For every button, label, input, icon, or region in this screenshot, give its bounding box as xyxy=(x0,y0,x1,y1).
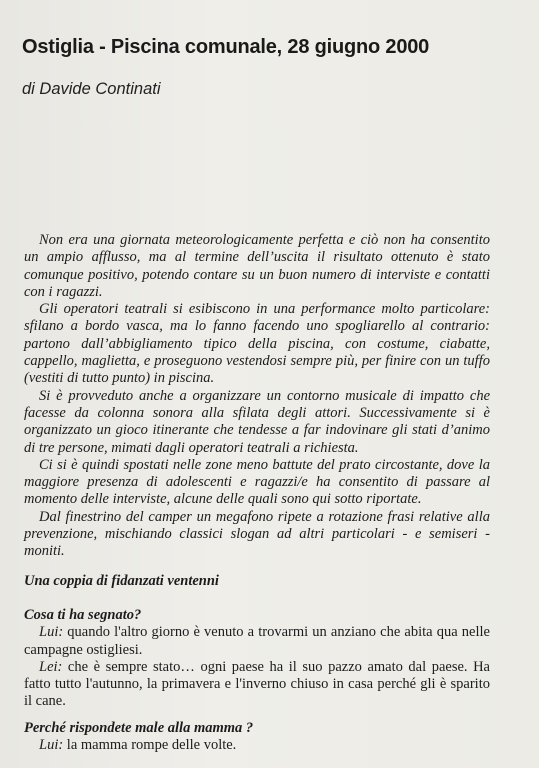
interview-question: Perché rispondete male alla mamma ? xyxy=(24,720,254,736)
interview-answer xyxy=(24,659,490,711)
paragraph: Ci si è quindi spostati nelle zone meno battute del prato circostante, dove la maggiore presenza di adolescenti e ragazzi/e ha consentito di passare al momento delle interviste, alcune delle quali sono qui sotto riportate. xyxy=(24,456,490,508)
article-body xyxy=(24,232,490,561)
speaker-label: Lei: xyxy=(39,658,63,675)
paragraph: Si è provveduto anche a organizzare un contorno musicale di impatto che facesse da colonna sonora alla sfilata degli attori. Successivamente si è organizzato un gioco itinerante che tendesse a far indovinare gli stati d’animo di tre persone, mimati dagli operatori teatrali a richiesta. xyxy=(24,387,490,456)
interview-answer xyxy=(24,624,490,659)
paragraph: Gli operatori teatrali si esibiscono in una performance molto particolare: sfilano a bordo vasca, ma lo fanno facendo uno spogliarello al contrario: partono dall’abbigliamento tipico della piscina, con costume, ciabatte, cappello, maglietta, e proseguono vestendosi sempre più, per finire con un tuffo (vestiti di tutto punto) in piscina. xyxy=(24,301,490,387)
section-heading: Una coppia di fidanzati ventenni xyxy=(24,573,219,589)
speaker-label: Lui: xyxy=(39,737,64,754)
paragraph: Non era una giornata meteorologicamente perfetta e ciò non ha consentito un ampio afflusso, ma al termine dell’uscita il risultato ottenuto è stato comunque positivo, potendo contare su un buon numero di interviste e contatti con i ragazzi. xyxy=(24,232,490,300)
interview-question: Cosa ti ha segnato? xyxy=(24,607,142,623)
article-title: Ostiglia - Piscina comunale, 28 giugno 2000 xyxy=(22,36,430,58)
article-byline: di Davide Continati xyxy=(22,80,161,98)
interview-block xyxy=(24,720,490,755)
paragraph: Dal finestrino del camper un megafono ripete a rotazione frasi relative alla prevenzione, mischiando classici slogan ad altri particolari - e semiseri - moniti. xyxy=(24,508,490,560)
interview-answer xyxy=(24,737,490,754)
answer-text: quando l'altro giorno è venuto a trovarmi un anziano che abita qua nelle campagne ostigliesi. xyxy=(24,624,490,658)
answer-text: che è sempre stato… ogni paese ha il suo pazzo amato dal paese. Ha fatto tutto l'autunno, la primavera e l'inverno chiuso in casa perché gli è sparito il cane. xyxy=(24,658,490,710)
speaker-label: Lui: xyxy=(39,624,64,641)
interview-block xyxy=(24,607,490,711)
answer-text: la mamma rompe delle volte. xyxy=(63,737,237,754)
